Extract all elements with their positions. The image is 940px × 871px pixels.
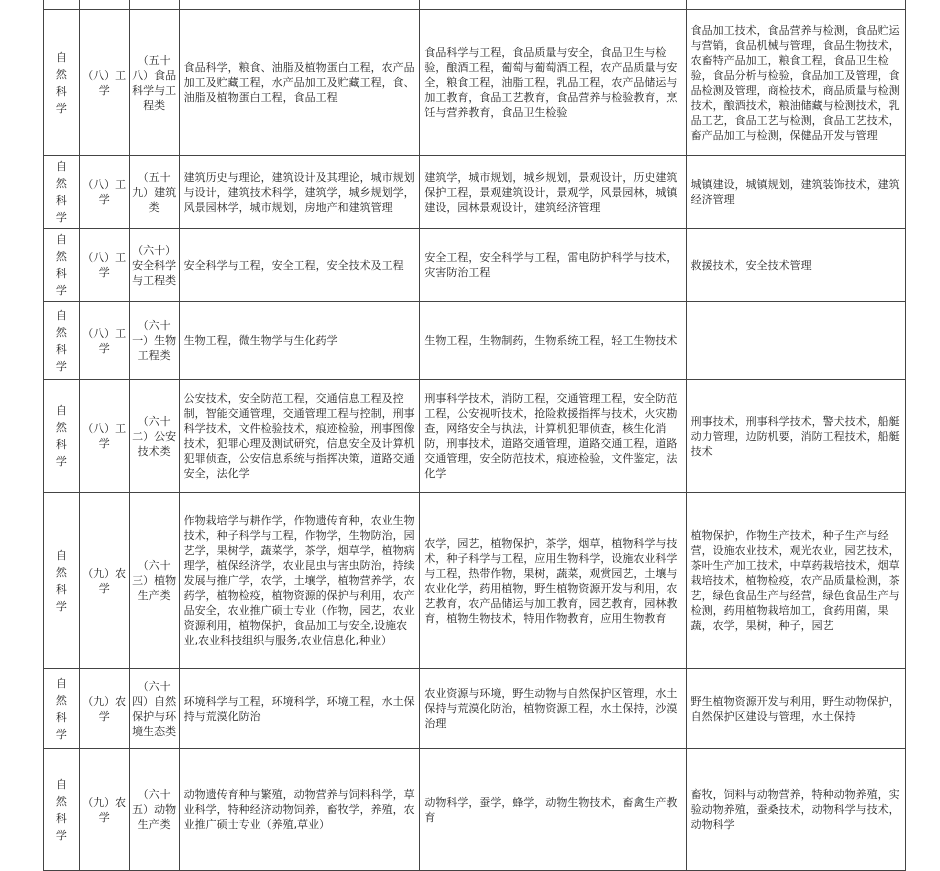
major-class-cell: （六十一）生物工程类 (129, 302, 179, 380)
vocational-majors-cell: 食品加工技术，食品营养与检测，食品贮运与营销，食品机械与管理，食品生物技术，农畜特产品加工，粮食工程，食品卫生检验，食品分析与检验，食品加工及管理，食品检测及管理，商检技术，商品质量与检测技术，酿酒技术，粮油储藏与检测技术，乳品工艺，食品工艺与检测，食品工艺技术，畜产品加工与检测，保健品开发与管理 (686, 10, 905, 156)
discipline-cell: 自然科学 (55, 233, 67, 297)
undergrad-majors-cell: 建筑学，城市规划，城乡规划，景观设计，历史建筑保护工程，景观建筑设计，景观学，风景园林，城镇建设，园林景观设计，建筑经济管理 (420, 156, 686, 229)
major-class-cell (129, 0, 179, 10)
undergrad-majors-cell: 农学，园艺，植物保护，茶学，烟草，植物科学与技术，种子科学与工程，应用生物科学，设施农业科学与工程，热带作物，果树，蔬菜，观赏园艺，土壤与农业化学，药用植物，野生植物资源开发与利用，农艺教育，农产品储运与加工教育，园艺教育，园林教育，植物生物技术，特用作物教育，应用生物教育 (420, 493, 686, 669)
table-row (44, 156, 906, 229)
discipline-cell: 自然科学 (55, 160, 67, 224)
table-row (44, 669, 906, 749)
graduate-majors-cell: 生物工程，微生物学与生化药学 (179, 302, 420, 380)
table-row (44, 0, 906, 10)
table-row (44, 493, 906, 669)
graduate-majors-cell: 建筑历史与理论，建筑设计及其理论，城市规划与设计，建筑技术科学，建筑学，城乡规划学，风景园林学，城市规划，房地产和建筑管理 (179, 156, 420, 229)
graduate-majors-cell: 安全科学与工程，安全工程，安全技术及工程 (179, 229, 420, 302)
table-row (44, 302, 906, 380)
undergrad-majors-cell: 安全工程，安全科学与工程，雷电防护科学与技术，灾害防治工程 (420, 229, 686, 302)
graduate-majors-cell: 作物栽培学与耕作学，作物遗传育种，农业生物技术，种子科学与工程，作物学，生物防治，园艺学，果树学，蔬菜学，茶学，烟草学，植物病理学，植保经济学，农业昆虫与害虫防治，持续发展与推广学，农学，土壤学，植物营养学，农药学，植物检疫，植物资源的保护与利用，农产品安全，农业推广硕士专业（作物，园艺，农业资源利用，植物保护，食品加工与安全,设施农业,农业科技组织与服务,农业信息化,种业） (179, 493, 420, 669)
major-class-cell: （六十五）动物生产类 (129, 749, 179, 871)
undergrad-majors-cell: 农业资源与环境，野生动物与自然保护区管理，水土保持与荒漠化防治，植物资源工程，水土保持，沙漠治理 (420, 669, 686, 749)
undergrad-majors-cell: 刑事科学技术，消防工程，交通管理工程，安全防范工程，公安视听技术，抢险救援指挥与技术，火灾勘查，网络安全与执法，计算机犯罪侦查，核生化消防，刑事技术，道路交通管理，道路交通工程，道路交通管理，安全防范技术，痕迹检验，文件鉴定，法化学 (420, 380, 686, 493)
major-class-cell: （六十三）植物生产类 (129, 493, 179, 669)
major-catalog-table (43, 0, 906, 871)
vocational-majors-cell: 植物保护，作物生产技术，种子生产与经营，设施农业技术，观光农业，园艺技术，茶叶生产加工技术，中草药栽培技术，烟草栽培技术，植物检疫，农产品质量检测，茶艺，绿色食品生产与经营，绿色食品生产与检测，药用植物栽培加工，食药用菌，果蔬，农学，果树，种子，园艺 (686, 493, 905, 669)
undergrad-majors-cell: 动物科学，蚕学，蜂学，动物生物技术，畜禽生产教育 (420, 749, 686, 871)
major-class-cell: （六十）安全科学与工程类 (129, 229, 179, 302)
undergrad-majors-cell: 食品科学与工程，食品质量与安全，食品卫生与检验，酿酒工程，葡萄与葡萄酒工程，农产品质量与安全，粮食工程，油脂工程，乳品工程，农产品储运与加工教育，食品工艺教育，食品营养与检验教育，烹饪与营养教育，食品卫生检验 (420, 10, 686, 156)
graduate-majors-cell: 动物遗传育种与繁殖，动物营养与饲料科学，草业科学，特种经济动物饲养，畜牧学，养殖，农业推广硕士专业（养殖,草业） (179, 749, 420, 871)
category-cell: （八）工学 (79, 302, 129, 380)
undergrad-majors-cell: 生物工程，生物制药，生物系统工程，轻工生物技术 (420, 302, 686, 380)
category-cell: （九）农学 (79, 493, 129, 669)
major-class-cell: （五十八）食品科学与工程类 (129, 10, 179, 156)
major-class-cell: （六十二）公安技术类 (129, 380, 179, 493)
vocational-majors-cell: 救援技术，安全技术管理 (686, 229, 905, 302)
vocational-majors-cell: 城镇建设，城镇规划，建筑装饰技术，建筑经济管理 (686, 156, 905, 229)
major-class-cell: （六十四）自然保护与环境生态类 (129, 669, 179, 749)
graduate-majors-cell: 公安技术，安全防范工程，交通信息工程及控制，智能交通管理，交通管理工程与控制，刑事科学技术，文件检验技术，痕迹检验，刑事图像技术，犯罪心理及测试研究，信息安全及计算机犯罪侦查，公安信息系统与指挥决策，道路交通安全，法化学 (179, 380, 420, 493)
category-cell: （八）工学 (79, 229, 129, 302)
vocational-majors-cell (686, 0, 905, 10)
discipline-cell: 自然科学 (55, 548, 67, 613)
category-cell: （八）工学 (79, 380, 129, 493)
discipline-cell: 自然科学 (55, 404, 67, 468)
graduate-majors-cell (179, 0, 420, 10)
table-row (44, 380, 906, 493)
discipline-cell (44, 0, 80, 10)
discipline-cell: 自然科学 (55, 676, 67, 741)
vocational-majors-cell: 畜牧，饲料与动物营养，特种动物养殖，实验动物养殖，蚕桑技术，动物科学与技术，动物科学 (686, 749, 905, 871)
table-row (44, 10, 906, 156)
vocational-majors-cell (686, 302, 905, 380)
category-cell: （九）农学 (79, 669, 129, 749)
discipline-cell: 自然科学 (55, 777, 67, 842)
discipline-cell: 自然科学 (55, 308, 67, 373)
discipline-cell: 自然科学 (55, 50, 67, 115)
category-cell: （九）农学 (79, 749, 129, 871)
vocational-majors-cell: 刑事技术，刑事科学技术，警犬技术，船艇动力管理，边防机要，消防工程技术，船艇技术 (686, 380, 905, 493)
category-cell: （八）工学 (79, 10, 129, 156)
table-row (44, 229, 906, 302)
graduate-majors-cell: 食品科学，粮食、油脂及植物蛋白工程，农产品加工及贮藏工程，水产品加工及贮藏工程，食、油脂及植物蛋白工程，食品工程 (179, 10, 420, 156)
table-row (44, 749, 906, 871)
category-cell: （八）工学 (79, 156, 129, 229)
category-cell (79, 0, 129, 10)
vocational-majors-cell: 野生植物资源开发与利用，野生动物保护，自然保护区建设与管理，水土保持 (686, 669, 905, 749)
undergrad-majors-cell (420, 0, 686, 10)
major-class-cell: （五十九）建筑类 (129, 156, 179, 229)
graduate-majors-cell: 环境科学与工程，环境科学，环境工程，水土保持与荒漠化防治 (179, 669, 420, 749)
